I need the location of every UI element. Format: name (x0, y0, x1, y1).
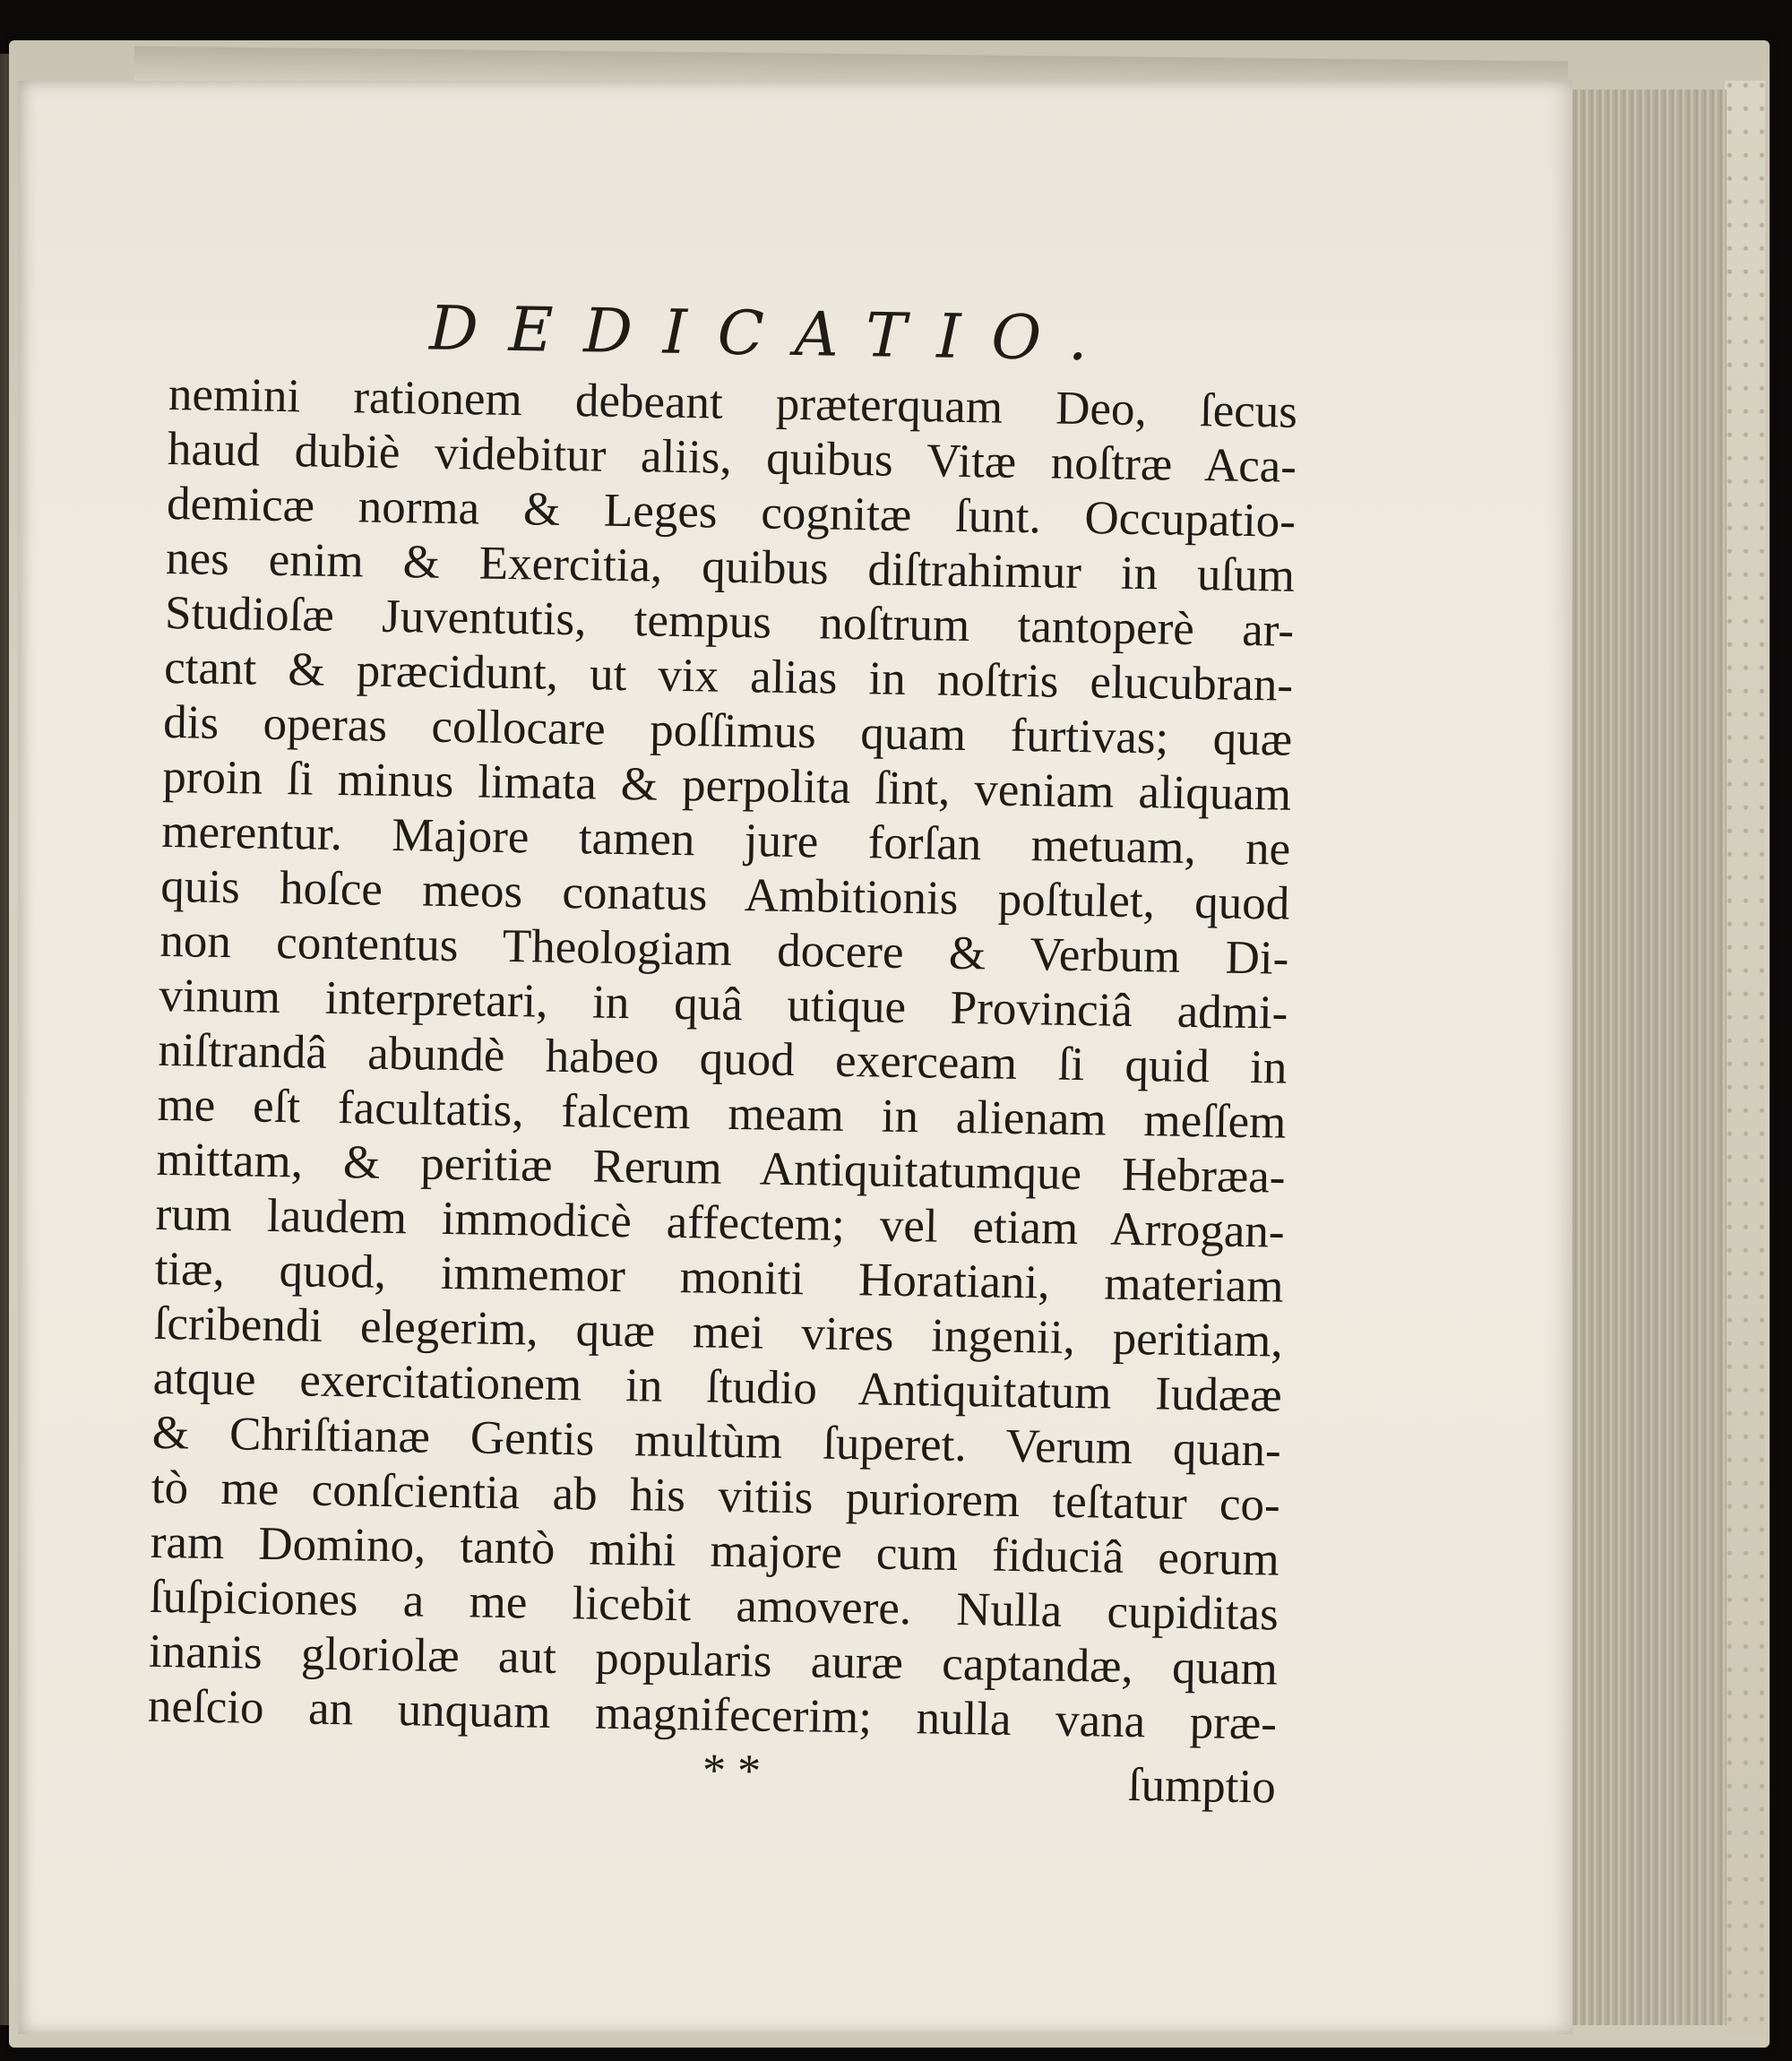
text-line: Studioſæ Juventutis, tempus noſtrum tantoperè ar- (164, 586, 1295, 657)
running-head: DEDICATIO. (428, 293, 1119, 375)
text-line: demicæ norma & Leges cognitæ ſunt. Occupatio- (166, 477, 1297, 548)
book-page (18, 81, 1572, 2034)
text-line: & Chriſtianæ Gentis multùm ſuperet. Verum quan- (151, 1406, 1282, 1477)
text-line: ctant & præcidunt, ut vix alias in noſtris elucubran- (163, 641, 1294, 711)
text-line: quis hoſce meos conatus Ambitionis poſtulet, quod (159, 859, 1290, 930)
signature-mark: * * (702, 1745, 762, 1798)
text-line: inanis gloriolæ aut popularis auræ captandæ, quam (148, 1625, 1279, 1695)
text-line: tò me conſcientia ab his vitiis puriorem teſtatur co- (151, 1461, 1281, 1531)
text-line: rum laudem immodicè affectem; vel etiam Arrogan- (155, 1187, 1285, 1258)
text-line: nemini rationem debeant præterquam Deo, ſecus (168, 367, 1298, 438)
text-line: niſtrandâ abundè habeo quod exerceam ſi quid in (158, 1023, 1288, 1094)
text-line: ſuſpiciones a me licebit amovere. Nulla cupiditas (149, 1570, 1279, 1641)
text-line: atque exercitationem in ſtudio Antiquitatum Iudææ (152, 1351, 1283, 1422)
catchword: ſumptio (1127, 1758, 1277, 1814)
text-line: mittam, & peritiæ Rerum Antiquitatumque Hebræa- (156, 1133, 1286, 1203)
text-line: non contentus Theologiam docere & Verbum Di- (159, 914, 1289, 985)
text-line: dis operas collocare poſſimus quam furtivas; quæ (162, 695, 1293, 766)
text-line: me eſt facultatis, falcem meam in alienam meſſem (157, 1078, 1287, 1149)
text-line: vinum interpretari, in quâ utique Provinciâ admi- (159, 969, 1288, 1039)
text-line: tiæ, quod, immemor moniti Horatiani, materiam (154, 1242, 1285, 1313)
text-line: nes enim & Exercitia, quibus diſtrahimur in uſum (165, 531, 1296, 602)
text-line: haud dubiè videbitur aliis, quibus Vitæ noſtræ Aca- (167, 422, 1297, 493)
cover-fore-edge (1725, 81, 1765, 2034)
text-line: ſcribendi elegerim, quæ mei vires ingenii, peritiam, (153, 1297, 1284, 1367)
text-line: merentur. Majore tamen jure forſan metuam, ne (160, 805, 1291, 875)
text-block (147, 282, 1299, 1814)
page-block-edges (1564, 90, 1727, 2025)
text-line: proin ſi minus limata & perpolita ſint, veniam aliquam (161, 750, 1292, 821)
text-line: ram Domino, tantò mihi majore cum fiduciâ eorum (150, 1515, 1280, 1586)
text-line: neſcio an unquam magnifecerim; nulla vana præ- (147, 1679, 1278, 1750)
